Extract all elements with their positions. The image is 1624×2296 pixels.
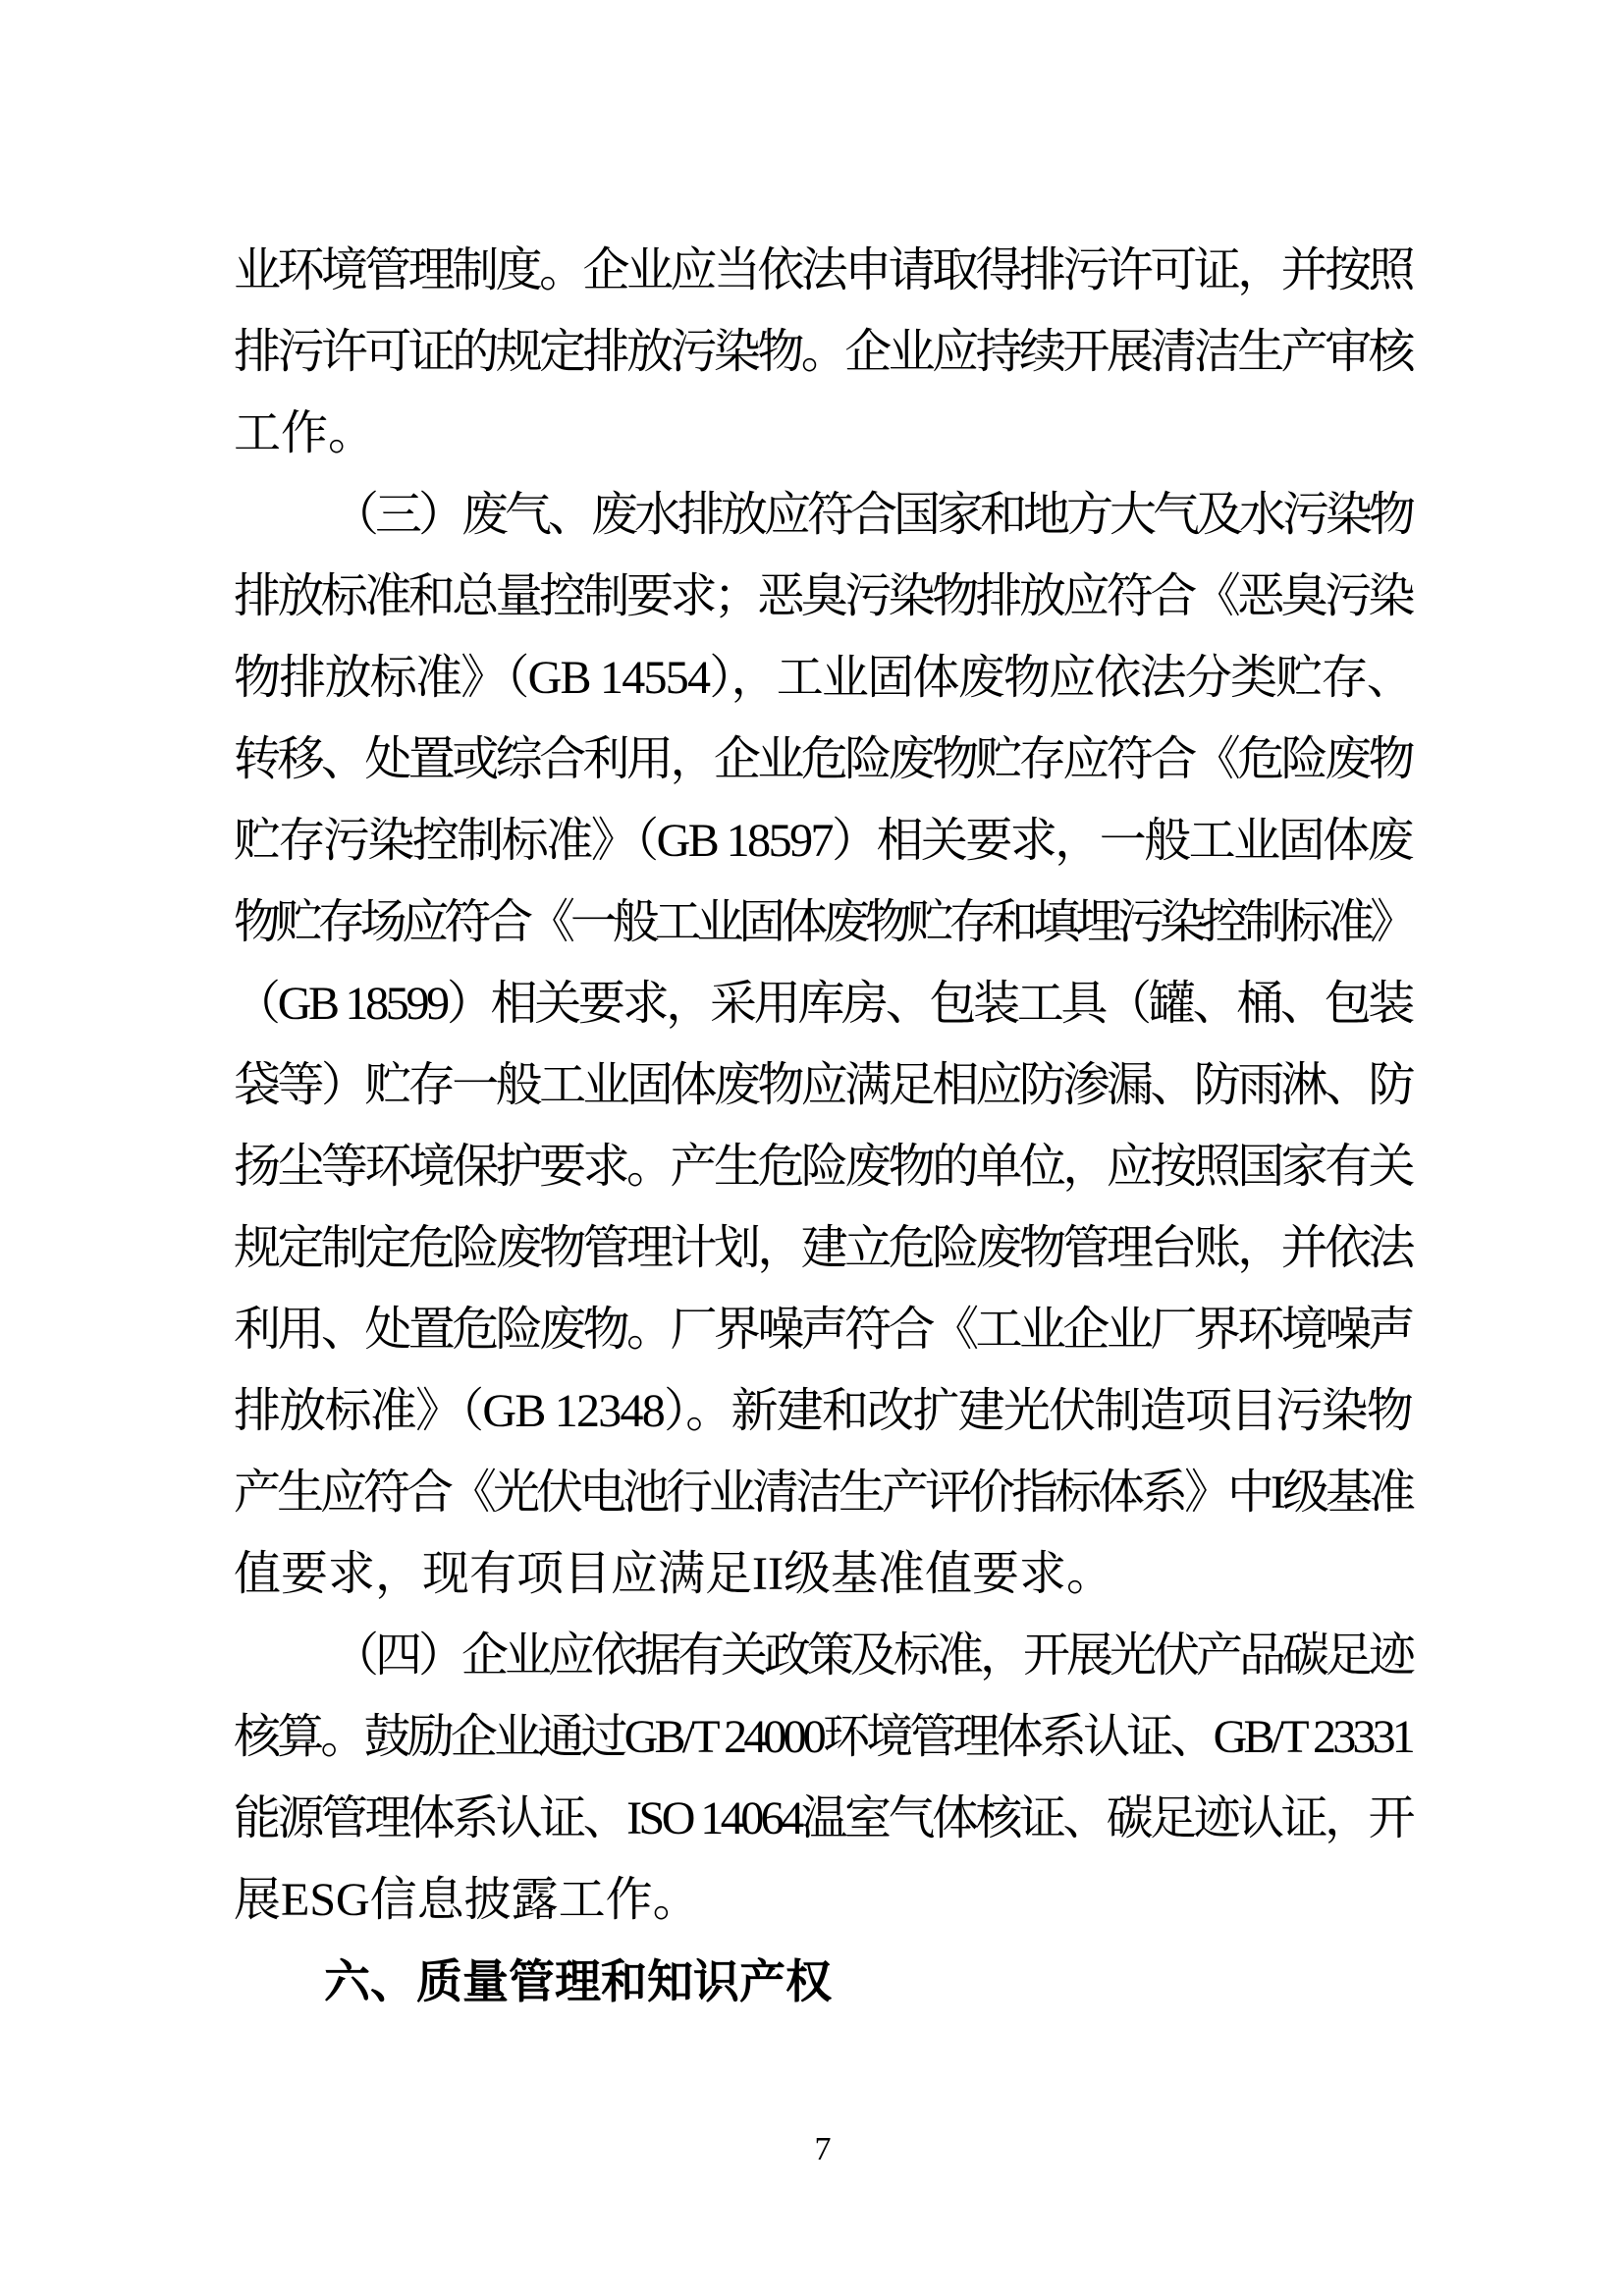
body-line bbox=[234, 1533, 1412, 1615]
body-line bbox=[234, 1370, 1412, 1452]
body-line-text: 贮存污染控制标准》（GB 18597）相关要求，一般工业固体废 bbox=[234, 815, 1412, 867]
body-line bbox=[234, 800, 1412, 881]
body-line-text: 扬尘等环境保护要求。产生危险废物的单位，应按照国家有关 bbox=[234, 1141, 1412, 1193]
body-line-text: （四）企业应依据有关政策及标准，开展光伏产品碳足迹 bbox=[332, 1629, 1412, 1682]
body-line-text: 能源管理体系认证、ISO 14064温室气体核证、碳足迹认证，开 bbox=[234, 1792, 1412, 1844]
body-line bbox=[234, 1696, 1412, 1778]
body-line-text: 利用、处置危险废物。厂界噪声符合《工业企业厂界环境噪声 bbox=[234, 1304, 1412, 1356]
body-line-text: 值要求，现有项目应满足II级基准值要求。 bbox=[234, 1548, 1113, 1600]
body-line bbox=[234, 556, 1412, 637]
page-number-text: 7 bbox=[814, 2131, 832, 2167]
body-line-text: （三）废气、废水排放应符合国家和地方大气及水污染物 bbox=[332, 489, 1412, 541]
body-line-text: 产生应符合《光伏电池行业清洁生产评价指标体系》中I级基准 bbox=[234, 1467, 1412, 1519]
body-line-text: 展ESG信息披露工作。 bbox=[234, 1874, 700, 1926]
body-line-text: 排污许可证的规定排放污染物。企业应持续开展清洁生产审核 bbox=[234, 326, 1412, 378]
body-line-text: 业环境管理制度。企业应当依法申请取得排污许可证，并按照 bbox=[234, 244, 1412, 296]
body-line bbox=[234, 311, 1412, 393]
section-heading bbox=[234, 1941, 1412, 2022]
body-line-text: 排放标准和总量控制要求；恶臭污染物排放应符合《恶臭污染 bbox=[234, 570, 1412, 622]
body-line bbox=[234, 393, 1412, 474]
body-line-text: 转移、处置或综合利用，企业危险废物贮存应符合《危险废物 bbox=[234, 733, 1412, 785]
body-line bbox=[234, 474, 1412, 556]
body-line-text: 工作。 bbox=[234, 407, 376, 459]
section-heading-text: 六、质量管理和知识产权 bbox=[324, 1955, 832, 2007]
body-line-text: 物贮存场应符合《一般工业固体废物贮存和填埋污染控制标准》 bbox=[234, 896, 1412, 948]
body-line-text: 物排放标准》（GB 14554），工业固体废物应依法分类贮存、 bbox=[234, 652, 1412, 704]
body-line bbox=[234, 719, 1412, 800]
body-line bbox=[234, 1044, 1412, 1126]
document-body bbox=[234, 230, 1412, 2022]
body-line bbox=[234, 1207, 1412, 1289]
body-line bbox=[234, 881, 1412, 963]
body-line-text: 排放标准》（GB 12348）。新建和改扩建光伏制造项目污染物 bbox=[234, 1385, 1412, 1437]
body-line bbox=[234, 1126, 1412, 1207]
body-line bbox=[234, 963, 1412, 1044]
body-line bbox=[234, 637, 1412, 719]
body-line-text: 袋等）贮存一般工业固体废物应满足相应防渗漏、防雨淋、防 bbox=[234, 1059, 1412, 1111]
body-line bbox=[234, 1778, 1412, 1859]
body-line-text: 规定制定危险废物管理计划，建立危险废物管理台账，并依法 bbox=[234, 1222, 1412, 1274]
body-line bbox=[234, 1615, 1412, 1696]
body-line-text: （GB 18599）相关要求，采用库房、包装工具（罐、桶、包装 bbox=[234, 978, 1412, 1030]
page-number bbox=[234, 2128, 1412, 2171]
body-line bbox=[234, 1289, 1412, 1370]
body-line-text: 核算。鼓励企业通过GB/T 24000环境管理体系认证、GB/T 23331 bbox=[234, 1711, 1412, 1763]
body-line bbox=[234, 230, 1412, 311]
body-line bbox=[234, 1859, 1412, 1941]
body-line bbox=[234, 1452, 1412, 1533]
